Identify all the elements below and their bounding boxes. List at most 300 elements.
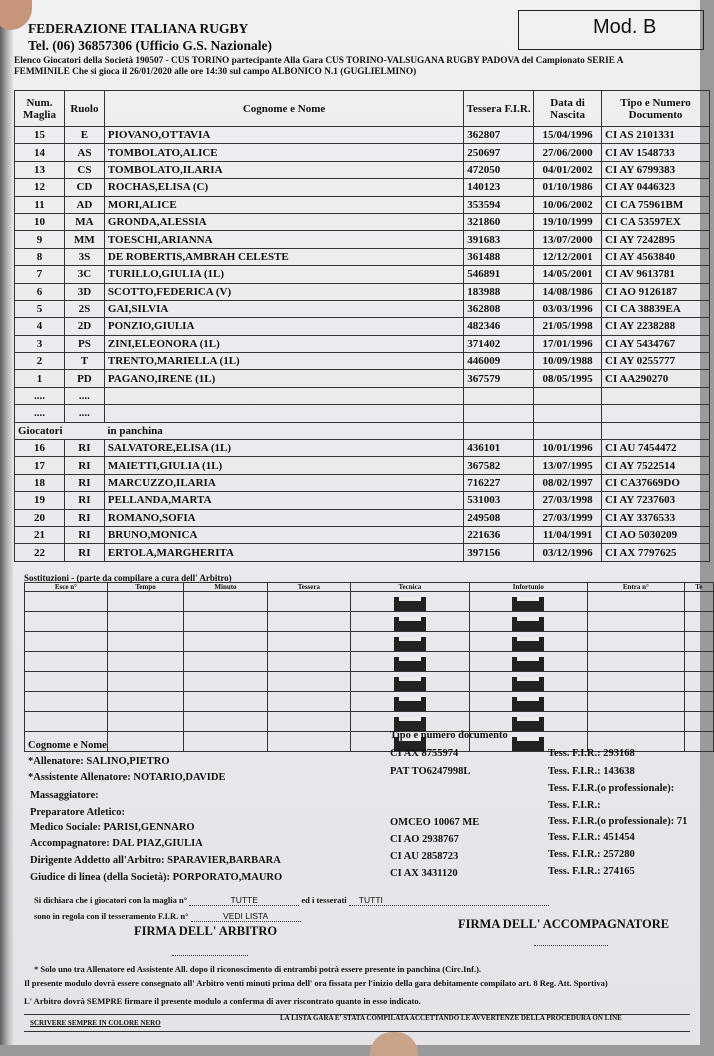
subst-row [25, 652, 714, 672]
cell-doc: CI AV 9613781 [602, 266, 710, 283]
cell-tessera: 446009 [464, 353, 534, 370]
cell-doc: CI AY 0446323 [602, 179, 710, 196]
cell-data: 10/01/1996 [534, 440, 602, 457]
cell-doc: CI AY 7237603 [602, 492, 710, 509]
intro-line-2: FEMMINILE Che si gioca il 26/01/2020 alle ore 14:30 sul campo ALBONICO N.1 (GUGLIELMINO) [14, 67, 417, 77]
cell-num: .... [15, 405, 65, 422]
cell-ruolo: PD [64, 370, 104, 387]
subst-cell [25, 712, 108, 732]
declaration-maglia-value: TUTTE [189, 895, 299, 906]
infortunio-checkbox [512, 637, 544, 651]
bench-row [15, 526, 710, 543]
intro-text [14, 56, 704, 78]
infortunio-checkbox [512, 677, 544, 691]
cell-doc: CI AO 5030209 [602, 526, 710, 543]
player-row [15, 353, 710, 370]
assistant-name: *Assistente Allenatore: NOTARIO,DAVIDE [28, 772, 226, 783]
tecnica-checkbox [394, 717, 426, 731]
bench-row [15, 509, 710, 526]
subst-cell [25, 672, 108, 692]
subst-cell [267, 652, 351, 672]
cell-num: 5 [15, 300, 65, 317]
cell-doc: CI AO 9126187 [602, 283, 710, 300]
cell-num: 4 [15, 318, 65, 335]
subst-cell [469, 672, 587, 692]
cell-ruolo: 3C [64, 266, 104, 283]
subst-col-header: Entra n° [588, 583, 685, 592]
cell-nome: PELLANDA,MARTA [104, 492, 463, 509]
subst-cell [351, 672, 469, 692]
bench-row [15, 474, 710, 491]
cell-data: 10/06/2002 [534, 196, 602, 213]
player-row [15, 387, 710, 404]
subst-row [25, 632, 714, 652]
cell-ruolo: RI [64, 474, 104, 491]
trainer-label: Preparatore Atletico: [30, 807, 125, 818]
header-block [28, 20, 272, 54]
cell-nome: ROCHAS,ELISA (C) [104, 179, 463, 196]
players-table [14, 90, 710, 562]
subst-cell [267, 672, 351, 692]
cell-data: 13/07/1995 [534, 457, 602, 474]
cell-data: 13/07/2000 [534, 231, 602, 248]
subst-cell [107, 692, 184, 712]
cell-doc: CI AY 7242895 [602, 231, 710, 248]
player-row [15, 248, 710, 265]
cell-num: 10 [15, 213, 65, 230]
footer-note-2: Il presente modulo dovrà essere consegnato all' Arbitro venti minuti prima dell' ora fissata per l'inizio della gara debitamente compilato art. 8 Reg. Att. Sportiva) [24, 978, 608, 988]
subst-col-header: Minuto [184, 583, 267, 592]
cell-nome: SCOTTO,FEDERICA (V) [104, 283, 463, 300]
companion-name: Accompagnatore: DAL PIAZ,GIULIA [30, 838, 203, 849]
cell-nome: PAGANO,IRENE (1L) [104, 370, 463, 387]
cell-data: 27/03/1999 [534, 509, 602, 526]
cell-doc: CI AY 3376533 [602, 509, 710, 526]
subst-cell [469, 612, 587, 632]
cell-ruolo: RI [64, 544, 104, 561]
cell-num: 8 [15, 248, 65, 265]
subst-cell [588, 672, 685, 692]
cell-data: 12/12/2001 [534, 248, 602, 265]
cell-tessera: 531003 [464, 492, 534, 509]
subst-cell [267, 732, 351, 752]
cell-doc: CI AY 7522514 [602, 457, 710, 474]
subst-cell [684, 632, 713, 652]
subst-cell [684, 732, 713, 752]
cell-num: 14 [15, 144, 65, 161]
cell-num: 21 [15, 526, 65, 543]
cell-nome: MARCUZZO,ILARIA [104, 474, 463, 491]
cell-data: 21/05/1998 [534, 318, 602, 335]
cell-tessera: 371402 [464, 335, 534, 352]
referee-manager-doc: CI AU 2858723 [390, 851, 459, 862]
cell-tessera: 546891 [464, 266, 534, 283]
cell-doc: CI CA 38839EA [602, 300, 710, 317]
cell-num: 22 [15, 544, 65, 561]
cell-num: 6 [15, 283, 65, 300]
col-nome: Cognome e Nome [104, 91, 463, 127]
cell-tessera: 321860 [464, 213, 534, 230]
cell-data: 08/02/1997 [534, 474, 602, 491]
cell-nome: ERTOLA,MARGHERITA [104, 544, 463, 561]
page-edge-shadow [0, 0, 14, 1045]
cell-nome: ZINI,ELEONORA (1L) [104, 335, 463, 352]
col-doc: Tipo e Numero Documento [602, 91, 710, 127]
bench-label-2: in panchina [104, 422, 463, 439]
subst-cell [469, 692, 587, 712]
cell-data: 17/01/1996 [534, 335, 602, 352]
subst-cell [184, 692, 267, 712]
subst-cell [25, 632, 108, 652]
subst-cell [107, 732, 184, 752]
bench-row [15, 440, 710, 457]
federation-name: FEDERAZIONE ITALIANA RUGBY [28, 21, 249, 36]
subst-cell [351, 632, 469, 652]
cell-num: 12 [15, 179, 65, 196]
subst-cell [267, 612, 351, 632]
tecnica-checkbox [394, 637, 426, 651]
cell-ruolo: 3D [64, 283, 104, 300]
line-judge-name: Giudice di linea (della Società): PORPORATO,MAURO [30, 872, 283, 883]
declaration-line-1: Si dichiara che i giocatori con la maglia n° TUTTE ed i tesserati TUTTI [34, 895, 549, 906]
cell-tessera: 183988 [464, 283, 534, 300]
subst-cell [351, 692, 469, 712]
footer-note-1: * Solo uno tra Allenatore ed Assistente All. dopo il riconoscimento di entrambi potrà essere presente in panchina (Circ.Inf.). [34, 964, 482, 974]
subst-row [25, 592, 714, 612]
cell-data [534, 405, 602, 422]
cell-tessera: 221636 [464, 526, 534, 543]
subst-cell [184, 652, 267, 672]
subst-cell [588, 712, 685, 732]
player-row [15, 283, 710, 300]
cell-ruolo: 2S [64, 300, 104, 317]
subst-cell [267, 712, 351, 732]
player-row [15, 370, 710, 387]
footer-bar-left: SCRIVERE SEMPRE IN COLORE NERO [30, 1019, 161, 1027]
player-row [15, 144, 710, 161]
cell-data: 10/09/1988 [534, 353, 602, 370]
subst-cell [267, 592, 351, 612]
bench-row [15, 544, 710, 561]
cell-doc: CI AY 2238288 [602, 318, 710, 335]
cell-num: 19 [15, 492, 65, 509]
col-data: Data di Nascita [534, 91, 602, 127]
doctor-name: Medico Sociale: PARISI,GENNARO [30, 822, 195, 833]
companion-signature-line [534, 945, 608, 946]
cell-tessera: 482346 [464, 318, 534, 335]
cell-doc: CI AY 0255777 [602, 353, 710, 370]
cell-tessera: 472050 [464, 161, 534, 178]
subst-cell [684, 612, 713, 632]
subst-col-header: Esce n° [25, 583, 108, 592]
subst-cell [684, 652, 713, 672]
cell-data: 01/10/1986 [534, 179, 602, 196]
player-row [15, 213, 710, 230]
cell-ruolo: RI [64, 509, 104, 526]
coach-doc: CI AX 8755974 [390, 748, 459, 759]
player-row [15, 335, 710, 352]
subst-cell [107, 612, 184, 632]
tecnica-checkbox [394, 617, 426, 631]
trainer-tess: Tess. F.I.R.: [548, 800, 601, 811]
tecnica-checkbox [394, 597, 426, 611]
player-row [15, 266, 710, 283]
cell-data: 03/12/1996 [534, 544, 602, 561]
subst-col-header: Tessera [267, 583, 351, 592]
subst-cell [588, 692, 685, 712]
cell-doc: CI CA37669DO [602, 474, 710, 491]
subst-cell [351, 712, 469, 732]
cell-ruolo: 3S [64, 248, 104, 265]
holding-thumb-bottom [370, 1032, 418, 1056]
cell-nome [104, 405, 463, 422]
cell-data: 11/04/1991 [534, 526, 602, 543]
subst-cell [469, 712, 587, 732]
cell-ruolo: RI [64, 440, 104, 457]
infortunio-checkbox [512, 597, 544, 611]
cell-doc: CI CA 53597EX [602, 213, 710, 230]
doctor-tess: Tess. F.I.R.(o professionale): 71 [548, 816, 688, 827]
cell-ruolo: RI [64, 457, 104, 474]
cell-ruolo: T [64, 353, 104, 370]
assistant-tess: Tess. F.I.R.: 143638 [548, 766, 635, 777]
infortunio-checkbox [512, 697, 544, 711]
infortunio-checkbox [512, 617, 544, 631]
massage-label: Massaggiatore: [30, 790, 99, 801]
cell-data: 27/03/1998 [534, 492, 602, 509]
subst-cell [684, 712, 713, 732]
cell-num: .... [15, 387, 65, 404]
assistant-doc: PAT TO6247998L [390, 766, 471, 777]
cell-num: 7 [15, 266, 65, 283]
declaration-line-2: sono in regola con il tesseramento F.I.R. n° VEDI LISTA [34, 911, 301, 922]
cell-doc: CI AY 4563840 [602, 248, 710, 265]
cell-nome: TOMBOLATO,ALICE [104, 144, 463, 161]
subst-cell [184, 732, 267, 752]
subst-cell [25, 652, 108, 672]
referee-signature-line [172, 955, 248, 956]
cell-ruolo: RI [64, 526, 104, 543]
cell-nome: TOMBOLATO,ILARIA [104, 161, 463, 178]
cell-num: 1 [15, 370, 65, 387]
cell-ruolo: MA [64, 213, 104, 230]
cell-nome: ROMANO,SOFIA [104, 509, 463, 526]
player-row [15, 161, 710, 178]
subst-col-header: Tempo [107, 583, 184, 592]
player-row [15, 179, 710, 196]
player-row [15, 300, 710, 317]
subst-cell [588, 612, 685, 632]
subst-cell [267, 632, 351, 652]
cell-doc: CI AY 6799383 [602, 161, 710, 178]
col-ruolo: Ruolo [64, 91, 104, 127]
coach-name: *Allenatore: SALINO,PIETRO [28, 756, 170, 767]
cell-ruolo: .... [64, 387, 104, 404]
cell-doc: CI AX 7797625 [602, 544, 710, 561]
cell-nome [104, 387, 463, 404]
subst-row [25, 672, 714, 692]
cell-doc [602, 387, 710, 404]
col-tessera: Tessera F.I.R. [464, 91, 534, 127]
cell-tessera: 362807 [464, 127, 534, 144]
cell-nome: MORI,ALICE [104, 196, 463, 213]
subst-cell [351, 612, 469, 632]
cell-nome: PONZIO,GIULIA [104, 318, 463, 335]
subst-cell [184, 672, 267, 692]
cell-doc: CI AS 2101331 [602, 127, 710, 144]
subst-cell [184, 612, 267, 632]
cell-nome: TRENTO,MARIELLA (1L) [104, 353, 463, 370]
cell-data: 14/05/2001 [534, 266, 602, 283]
cell-tessera: 250697 [464, 144, 534, 161]
cell-num: 13 [15, 161, 65, 178]
cell-data: 19/10/1999 [534, 213, 602, 230]
cell-tessera [464, 387, 534, 404]
companion-signature-label: FIRMA DELL' ACCOMPAGNATORE [458, 917, 670, 931]
cell-tessera: 391683 [464, 231, 534, 248]
cell-num: 3 [15, 335, 65, 352]
cell-num: 9 [15, 231, 65, 248]
cell-num: 17 [15, 457, 65, 474]
cell-nome: GAI,SILVIA [104, 300, 463, 317]
cell-data: 04/01/2002 [534, 161, 602, 178]
cell-nome: BRUNO,MONICA [104, 526, 463, 543]
infortunio-checkbox [512, 717, 544, 731]
cell-tessera: 361488 [464, 248, 534, 265]
staff-col-doc: Tipo e numero documento [390, 730, 508, 741]
cell-tessera: 716227 [464, 474, 534, 491]
cell-nome: MAIETTI,GIULIA (1L) [104, 457, 463, 474]
cell-tessera: 397156 [464, 544, 534, 561]
cell-num: 16 [15, 440, 65, 457]
cell-data: 08/05/1995 [534, 370, 602, 387]
referee-manager-tess: Tess. F.I.R.: 257280 [548, 849, 635, 860]
cell-tessera: 367582 [464, 457, 534, 474]
player-row [15, 196, 710, 213]
subst-row [25, 612, 714, 632]
cell-data: 15/04/1996 [534, 127, 602, 144]
cell-nome: SALVATORE,ELISA (1L) [104, 440, 463, 457]
cell-num: 18 [15, 474, 65, 491]
footer-notes [24, 962, 694, 1008]
cell-num: 20 [15, 509, 65, 526]
cell-data [534, 387, 602, 404]
subst-row [25, 692, 714, 712]
cell-ruolo: PS [64, 335, 104, 352]
subst-cell [267, 692, 351, 712]
cell-nome: DE ROBERTIS,AMBRAH CELESTE [104, 248, 463, 265]
bench-row [15, 492, 710, 509]
player-row [15, 127, 710, 144]
cell-num: 11 [15, 196, 65, 213]
cell-ruolo: CS [64, 161, 104, 178]
cell-ruolo: .... [64, 405, 104, 422]
referee-signature-label: FIRMA DELL' ARBITRO [134, 924, 278, 938]
companion-tess: Tess. F.I.R.: 451454 [548, 832, 635, 843]
subst-cell [684, 592, 713, 612]
player-row [15, 405, 710, 422]
subst-cell [184, 632, 267, 652]
cell-data: 27/06/2000 [534, 144, 602, 161]
subst-cell [469, 652, 587, 672]
massage-tess: Tess. F.I.R.(o professionale): [548, 783, 675, 794]
cell-tessera: 353594 [464, 196, 534, 213]
cell-num: 2 [15, 353, 65, 370]
footer-bar-right: LA LISTA GARA E' STATA COMPILATA ACCETTANDO LE AVVERTENZE DELLA PROCEDURA ON LINE [280, 1014, 622, 1022]
subst-cell [588, 632, 685, 652]
tecnica-checkbox [394, 657, 426, 671]
player-row [15, 318, 710, 335]
footer-note-3: L' Arbitro dovrà SEMPRE firmare il presente modulo a conferma di aver riscontrato quanto in esso indicato. [24, 996, 421, 1006]
subst-cell [107, 592, 184, 612]
subst-cell [684, 692, 713, 712]
cell-nome: GRONDA,ALESSIA [104, 213, 463, 230]
subst-cell [25, 692, 108, 712]
cell-ruolo: MM [64, 231, 104, 248]
cell-nome: TURILLO,GIULIA (1L) [104, 266, 463, 283]
subst-cell [684, 672, 713, 692]
subst-cell [107, 632, 184, 652]
cell-tessera: 362808 [464, 300, 534, 317]
substitutions-table [24, 582, 714, 752]
subst-col-header: Te [684, 583, 713, 592]
cell-tessera [464, 405, 534, 422]
subst-cell [184, 592, 267, 612]
subst-cell [25, 592, 108, 612]
cell-data: 03/03/1996 [534, 300, 602, 317]
infortunio-checkbox [512, 737, 544, 751]
subst-col-header: Tecnica [351, 583, 469, 592]
intro-line-1: Elenco Giocatori della Società 190507 - CUS TORINO partecipante Alla Gara CUS TORINO-VALSUGANA RUGBY PADOVA del Campionato SERIE A [14, 56, 624, 66]
cell-doc [602, 405, 710, 422]
form-code-box: Mod. B [518, 10, 704, 50]
federation-phone: Tel. (06) 36857306 (Ufficio G.S. Nazionale) [28, 38, 272, 53]
bench-row [15, 457, 710, 474]
declaration-license-value: VEDI LISTA [191, 911, 301, 922]
cell-tessera: 249508 [464, 509, 534, 526]
cell-tessera: 436101 [464, 440, 534, 457]
companion-doc: CI AO 2938767 [390, 834, 459, 845]
infortunio-checkbox [512, 657, 544, 671]
cell-doc: CI AU 7454472 [602, 440, 710, 457]
subst-cell [351, 592, 469, 612]
subst-cell [107, 672, 184, 692]
subst-cell [469, 592, 587, 612]
subst-cell [588, 652, 685, 672]
subst-cell [107, 652, 184, 672]
tecnica-checkbox [394, 697, 426, 711]
subst-cell [469, 632, 587, 652]
cell-data: 14/08/1986 [534, 283, 602, 300]
cell-num: 15 [15, 127, 65, 144]
cell-ruolo: AD [64, 196, 104, 213]
subst-col-header: Infortunio [469, 583, 587, 592]
cell-doc: CI CA 75961BM [602, 196, 710, 213]
footer-bar [24, 1014, 690, 1032]
cell-ruolo: E [64, 127, 104, 144]
subst-cell [351, 652, 469, 672]
cell-doc: CI AA290270 [602, 370, 710, 387]
col-num: Num. Maglia [15, 91, 65, 127]
subst-cell [107, 712, 184, 732]
tecnica-checkbox [394, 677, 426, 691]
line-judge-doc: CI AX 3431120 [390, 868, 458, 879]
subst-cell [25, 612, 108, 632]
doctor-doc: OMCEO 10067 ME [390, 817, 480, 828]
staff-col-name: Cognome e Nome [28, 740, 107, 751]
referee-manager-name: Dirigente Addetto all'Arbitro: SPARAVIER,BARBARA [30, 855, 281, 866]
cell-nome: TOESCHI,ARIANNA [104, 231, 463, 248]
